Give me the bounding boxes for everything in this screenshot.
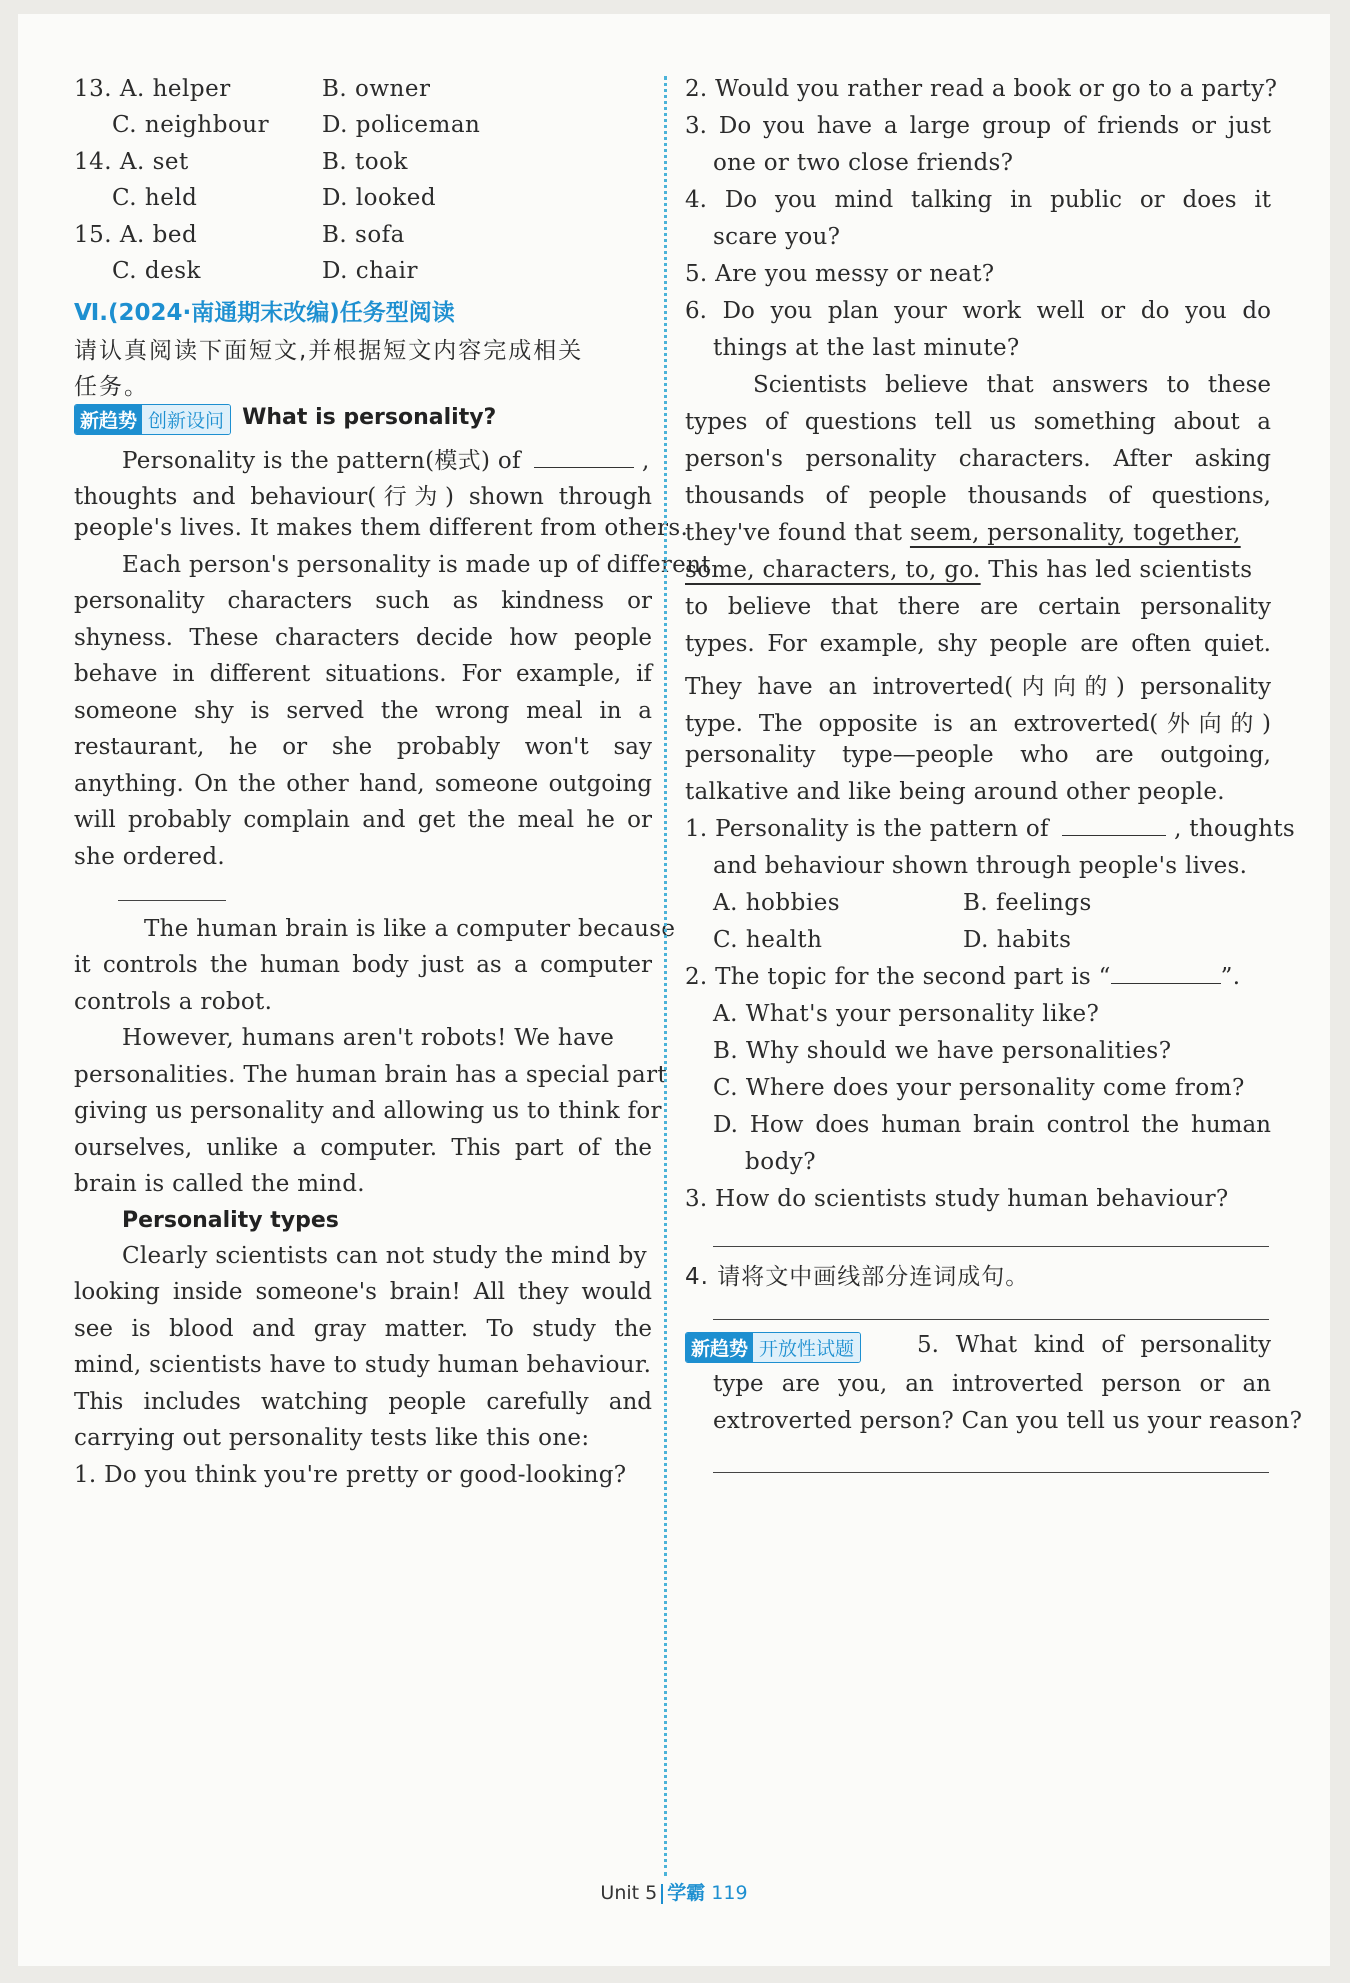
p5-line-3: see is blood and gray matter. To study the	[74, 1316, 652, 1342]
instruction-line-2: 任务。	[74, 374, 149, 400]
task2-option-d-cont: body?	[745, 1149, 817, 1175]
passage-title: What is personality?	[242, 405, 497, 430]
test-question-6: 6. Do you plan your work well or do you do	[685, 298, 1271, 324]
unit-label: Unit 5	[600, 1882, 658, 1904]
answer-blank	[1111, 982, 1221, 984]
task3-answer-line[interactable]	[713, 1246, 1269, 1247]
section-title: Ⅵ.(2024·南通期末改编)任务型阅读	[74, 300, 455, 326]
p5-line-6: carrying out personality tests like this one:	[74, 1425, 590, 1451]
q15-option-c: C. desk	[112, 258, 201, 284]
q14-option-c: C. held	[112, 185, 198, 211]
q13-option-d: D. policeman	[322, 112, 481, 138]
q15-option-a: 15. A. bed	[74, 222, 198, 248]
p2-line-6: restaurant, he or she probably won't say	[74, 734, 652, 760]
p4-line-4: ourselves, unlike a computer. This part of the	[74, 1135, 652, 1161]
task5-line-1: 5. What kind of personality	[917, 1332, 1271, 1358]
test-question-5: 5. Are you messy or neat?	[685, 261, 995, 287]
task1-stem-cont: and behaviour shown through people's lives.	[713, 853, 1248, 879]
q14-option-d: D. looked	[322, 185, 437, 211]
p1-line-3: people's lives. It makes them different from others.	[74, 515, 689, 541]
test-question-3-cont: one or two close friends?	[713, 150, 1014, 176]
p4-line-2: personalities. The human brain has a special part	[74, 1062, 667, 1088]
test-question-6-cont: things at the last minute?	[713, 335, 1020, 361]
p2-line-5: someone shy is served the wrong meal in a	[74, 698, 652, 724]
p6-line-10: type. The opposite is an extroverted(外向的)	[685, 711, 1271, 737]
p6-line-6: some, characters, to, go. This has led scientists	[685, 557, 1253, 583]
p5-line-1: Clearly scientists can not study the mind by	[122, 1243, 647, 1269]
p6-line-1: Scientists believe that answers to these	[753, 372, 1271, 398]
p6-line-12: talkative and like being around other people.	[685, 779, 1225, 805]
task5-answer-line[interactable]	[713, 1472, 1269, 1473]
p1-line-2: thoughts and behaviour(行为) shown through	[74, 484, 652, 510]
test-question-4-cont: scare you?	[713, 224, 841, 250]
heading-blank	[118, 900, 226, 901]
new-trend-badge: 新趋势 开放性试题	[685, 1332, 861, 1363]
p6-line-7: to believe that there are certain personality	[685, 594, 1271, 620]
p3-line-2: it controls the human body just as a computer	[74, 952, 652, 978]
p5-line-5: This includes watching people carefully and	[74, 1389, 652, 1415]
task1-option-c[interactable]: C. health	[713, 927, 823, 953]
q15-option-d: D. chair	[322, 258, 418, 284]
p2-line-8: will probably complain and get the meal he or	[74, 807, 652, 833]
p2-line-2: personality characters such as kindness or	[74, 588, 652, 614]
p5-line-2: looking inside someone's brain! All they would	[74, 1279, 652, 1305]
task2-stem: 2. The topic for the second part is “ ”.	[685, 964, 1241, 990]
task3-question: 3. How do scientists study human behaviour?	[685, 1186, 1229, 1212]
p4-line-1: However, humans aren't robots! We have	[122, 1025, 615, 1051]
footer-separator	[661, 1884, 663, 1904]
q14-option-b: B. took	[322, 149, 408, 175]
answer-blank	[1062, 834, 1166, 836]
p1-line-1: Personality is the pattern(模式) of ,	[122, 448, 650, 474]
page-footer	[18, 1878, 1330, 1905]
task2-option-a[interactable]: A. What's your personality like?	[713, 1001, 1100, 1027]
task2-option-b[interactable]: B. Why should we have personalities?	[713, 1038, 1172, 1064]
section-heading-personality-types: Personality types	[122, 1208, 339, 1233]
q15-option-b: B. sofa	[322, 222, 405, 248]
test-question-2: 2. Would you rather read a book or go to a party?	[685, 76, 1278, 102]
p6-line-9: They have an introverted(内向的) personality	[685, 674, 1271, 700]
p2-line-7: anything. On the other hand, someone outgoing	[74, 771, 652, 797]
task1-option-a[interactable]: A. hobbies	[713, 890, 841, 916]
p3-line-1: The human brain is like a computer because	[144, 916, 676, 942]
q14-option-a: 14. A. set	[74, 149, 189, 175]
p6-line-5: they've found that seem, personality, together,	[685, 520, 1241, 546]
test-question-1: 1. Do you think you're pretty or good-looking?	[74, 1462, 627, 1488]
task5-line-2: type are you, an introverted person or an	[713, 1371, 1271, 1397]
test-question-4: 4. Do you mind talking in public or does it	[685, 187, 1271, 213]
p3-line-3: controls a robot.	[74, 989, 273, 1015]
p6-line-3: person's personality characters. After asking	[685, 446, 1271, 472]
p4-line-5: brain is called the mind.	[74, 1171, 365, 1197]
p2-line-3: shyness. These characters decide how people	[74, 625, 652, 651]
workbook-page	[18, 14, 1330, 1966]
p4-line-3: giving us personality and allowing us to think for	[74, 1098, 662, 1124]
task1-option-b[interactable]: B. feelings	[963, 890, 1092, 916]
column-divider	[664, 76, 667, 1876]
p6-line-11: personality type—people who are outgoing,	[685, 742, 1271, 768]
task5-line-3: extroverted person? Can you tell us your reason?	[713, 1408, 1303, 1434]
task4-answer-line[interactable]	[713, 1319, 1269, 1320]
answer-blank	[534, 466, 634, 468]
p6-line-4: thousands of people thousands of questions,	[685, 483, 1271, 509]
task4-question: 4. 请将文中画线部分连词成句。	[685, 1264, 1030, 1290]
task1-stem: 1. Personality is the pattern of , thoughts	[685, 816, 1295, 842]
q13-option-a: 13. A. helper	[74, 76, 231, 102]
p2-line-4: behave in different situations. For example, if	[74, 661, 652, 687]
underlined-words-1: seem, personality, together,	[909, 520, 1241, 546]
brand-logo: 学霸	[667, 1882, 706, 1904]
task2-option-c[interactable]: C. Where does your personality come from?	[713, 1075, 1245, 1101]
underlined-words-2: some, characters, to, go.	[685, 557, 981, 583]
task1-option-d[interactable]: D. habits	[963, 927, 1072, 953]
instruction-line-1: 请认真阅读下面短文,并根据短文内容完成相关	[74, 338, 584, 364]
passage-heading-row	[74, 404, 496, 435]
task2-option-d[interactable]: D. How does human brain control the human	[713, 1112, 1271, 1138]
test-question-3: 3. Do you have a large group of friends or just	[685, 113, 1271, 139]
q13-option-b: B. owner	[322, 76, 431, 102]
p2-line-9: she ordered.	[74, 844, 225, 870]
p5-line-4: mind, scientists have to study human behaviour.	[74, 1352, 652, 1378]
p2-line-1: Each person's personality is made up of different	[122, 552, 711, 578]
p6-line-8: types. For example, shy people are often quiet.	[685, 631, 1271, 657]
p6-line-2: types of questions tell us something about a	[685, 409, 1271, 435]
q13-option-c: C. neighbour	[112, 112, 270, 138]
page-number: 119	[711, 1882, 748, 1904]
new-trend-badge: 新趋势 创新设问	[74, 404, 231, 435]
task5-row	[685, 1332, 861, 1363]
